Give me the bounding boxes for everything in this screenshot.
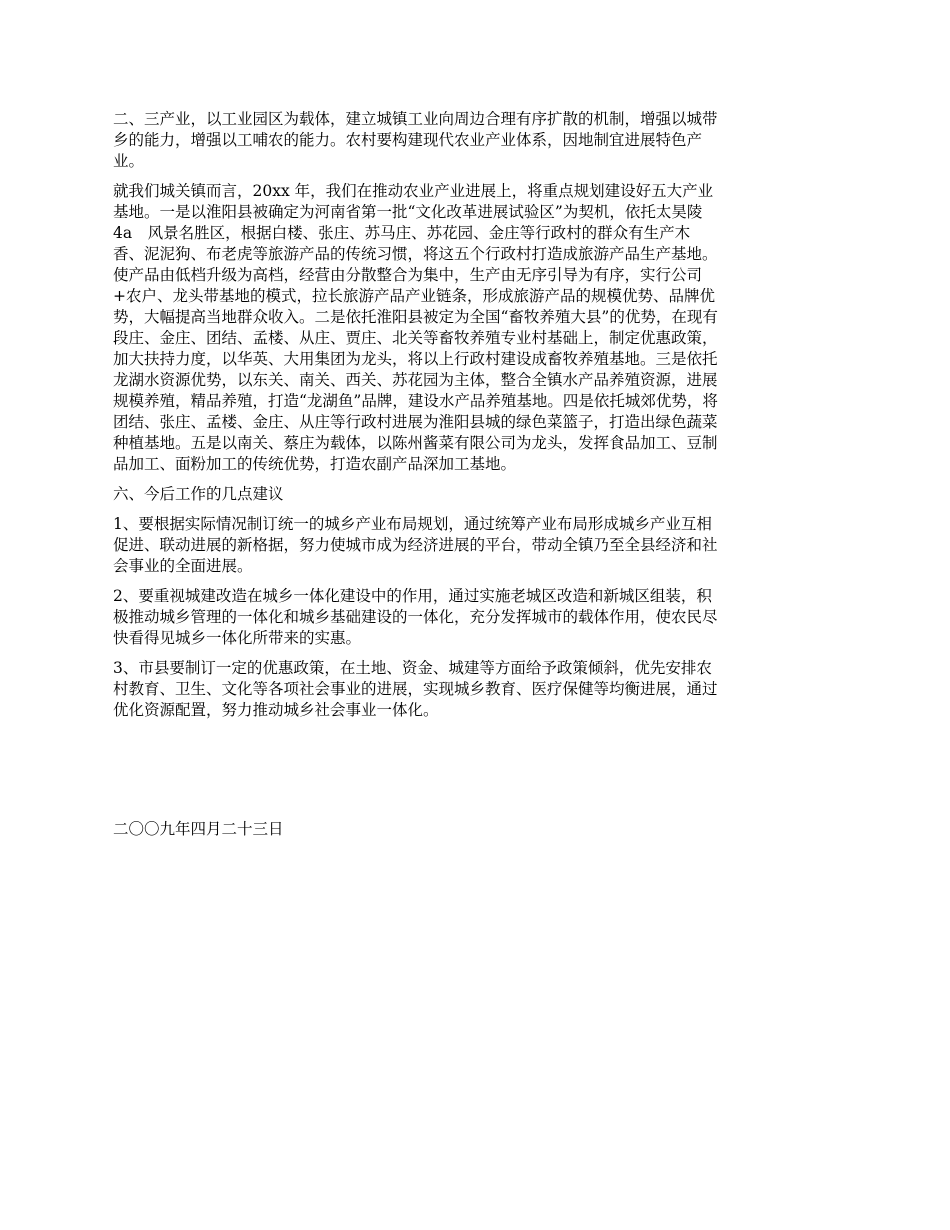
text-line: 优化资源配置，努力推动城乡社会事业一体化。 — [113, 701, 439, 719]
suggestion-3 — [113, 658, 840, 721]
text-line: 品加工、面粉加工的传统优势，打造农副产品深加工基地。 — [113, 455, 517, 473]
text-line: 势，大幅提高当地群众收入。二是依托淮阳县被定为全国“畜牧养殖大县”的优势，在现有 — [113, 308, 718, 326]
text-line: 二、三产业，以工业园区为载体，建立城镇工业向周边合理有序扩散的机制，增强以城带 — [113, 110, 718, 128]
suggestion-2 — [113, 586, 840, 649]
text-line: 1、要根据实际情况制订统一的城乡产业布局规划，通过统筹产业布局形成城乡产业互相 — [113, 515, 712, 533]
document-page — [113, 109, 840, 838]
text-line: 段庄、金庄、团结、孟楼、从庄、贾庄、北关等畜牧养殖专业村基础上，制定优惠政策， — [113, 329, 718, 347]
text-line: 加大扶持力度，以华英、大用集团为龙头，将以上行政村建设成畜牧养殖基地。三是依托 — [113, 350, 718, 368]
text-line: 会事业的全面进展。 — [113, 557, 253, 575]
paragraph-five-industry-bases — [113, 181, 840, 475]
text-line: 2、要重视城建改造在城乡一体化建设中的作用，通过实施老城区改造和新城区组装，积 — [113, 587, 712, 605]
document-date: 二〇〇九年四月二十三日 — [113, 820, 284, 838]
section-heading: 六、今后工作的几点建议 — [113, 485, 284, 503]
text-line: 业。 — [113, 152, 145, 170]
paragraph-industry-mechanism — [113, 109, 840, 172]
suggestion-1 — [113, 514, 840, 577]
text-line: 香、泥泥狗、布老虎等旅游产品的传统习惯，将这五个行政村打造成旅游产品生产基地。 — [113, 245, 718, 263]
text-line: 乡的能力，增强以工哺农的能力。农村要构建现代农业产业体系，因地制宜进展特色产 — [113, 131, 703, 149]
text-line: 极推动城乡管理的一体化和城乡基础建设的一体化，充分发挥城市的载体作用，使农民尽 — [113, 608, 718, 626]
text-line: 3、市县要制订一定的优惠政策，在土地、资金、城建等方面给予政策倾斜，优先安排农 — [113, 659, 712, 677]
text-line: 规模养殖，精品养殖，打造“龙湖鱼”品牌，建设水产品养殖基地。四是依托城郊优势，将 — [113, 392, 718, 410]
text-line: 使产品由低档升级为高档，经营由分散整合为集中，生产由无序引导为有序，实行公司 — [113, 266, 703, 284]
text-line: 团结、张庄、孟楼、金庄、从庄等行政村进展为淮阳县城的绿色菜篮子，打造出绿色蔬菜 — [113, 413, 718, 431]
text-line: 基地。一是以淮阳县被确定为河南省第一批“文化改革进展试验区”为契机，依托太昊陵 — [113, 203, 703, 221]
text-line: 快看得见城乡一体化所带来的实惠。 — [113, 629, 362, 647]
text-line: 就我们城关镇而言，20xx 年，我们在推动农业产业进展上，将重点规划建设好五大产业 — [113, 182, 714, 200]
text-line: 4a 风景名胜区，根据白楼、张庄、苏马庄、苏花园、金庄等行政村的群众有生产木 — [113, 224, 691, 242]
text-line: 种植基地。五是以南关、蔡庄为载体，以陈州酱菜有限公司为龙头，发挥食品加工、豆制 — [113, 434, 718, 452]
text-line: 龙湖水资源优势，以东关、南关、西关、苏花园为主体，整合全镇水产品养殖资源，进展 — [113, 371, 718, 389]
text-line: 促进、联动进展的新格据，努力使城市成为经济进展的平台，带动全镇乃至全县经济和社 — [113, 536, 718, 554]
text-line: +农户、龙头带基地的模式，拉长旅游产品产业链条，形成旅游产品的规模优势、品牌优 — [113, 287, 715, 305]
text-line: 村教育、卫生、文化等各项社会事业的进展，实现城乡教育、医疗保健等均衡进展，通过 — [113, 680, 718, 698]
